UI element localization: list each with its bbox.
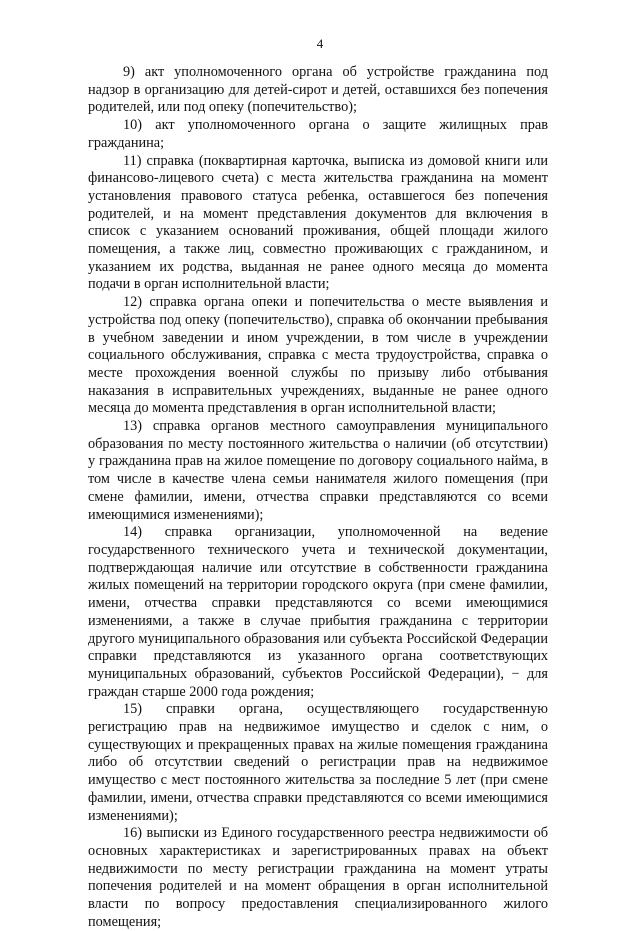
page-number: 4 (316, 36, 324, 51)
paragraph-item-9: 9) акт уполномоченного органа об устройстве гражданина под надзор в организацию для детей-сирот и детей, оставшихся без попечения родителей, или под опеку (попечительство); (88, 64, 548, 116)
paragraph-item-12: 12) справка органа опеки и попечительства о месте выявления и устройства под опеку (попечительство), справка об окончании пребывания в учебном заведении и ином учреждении, в том числе в учреждении социального обслуживания, справка с места трудоустройства, справка о месте прохождения военной службы по призыву либо отбывания наказания в исправительных учреждениях, выданные не ранее одного месяца до момента представления в орган исполнительной власти; (88, 294, 548, 417)
paragraph-item-16: 16) выписки из Единого государственного реестра недвижимости об основных характеристиках и зарегистрированных правах на объект недвижимости по месту регистрации гражданина на момент утраты попечения родителей и на момент обращения в орган исполнительной власти по вопросу предоставления специализированного жилого помещения; (88, 825, 548, 930)
document-body (88, 64, 548, 931)
paragraph-item-10: 10) акт уполномоченного органа о защите жилищных прав гражданина; (88, 117, 548, 151)
paragraph-item-13: 13) справка органов местного самоуправления муниципального образования по месту постоянного жительства о наличии (об отсутствии) у гражданина прав на жилое помещение по договору социального найма, в том числе в качестве члена семьи нанимателя жилого помещения (при смене фамилии, имени, отчества справки представляются со всеми имеющимися изменениями); (88, 418, 548, 523)
paragraph-item-11: 11) справка (поквартирная карточка, выписка из домовой книги или финансово-лицевого счета) с места жительства гражданина на момент установления правового статуса ребенка, оставшегося без попечения родителей, и на момент представления документов для включения в список с указанием оснований проживания, общей площади жилого помещения, а также лиц, совместно проживающих с гражданином, и указанием их родства, выданная не ранее одного месяца до момента подачи в орган исполнительной власти; (88, 152, 548, 293)
paragraph-item-15: 15) справки органа, осуществляющего государственную регистрацию прав на недвижимое имущество и сделок с ним, о существующих и прекращенных правах на жилые помещения гражданина либо об отсутствии сведений о регистрации прав на недвижимое имущество с мест постоянного жительства за последние 5 лет (при смене фамилии, имени, отчества справки представляются со всеми имеющимися изменениями); (88, 701, 548, 824)
paragraph-item-14: 14) справка организации, уполномоченной на ведение государственного технического учета и технической документации, подтверждающая наличие или отсутствие в собственности гражданина жилых помещений на территории городского округа (при смене фамилии, имени, отчества справки представляются со всеми имеющимися изменениями, а также в случае прибытия гражданина с территории другого муниципального образования или субъекта Российской Федерации справки представляются из указанного органа соответствующих муниципальных образований, субъектов Российской Федерации), − для граждан старше 2000 года рождения; (88, 524, 548, 700)
